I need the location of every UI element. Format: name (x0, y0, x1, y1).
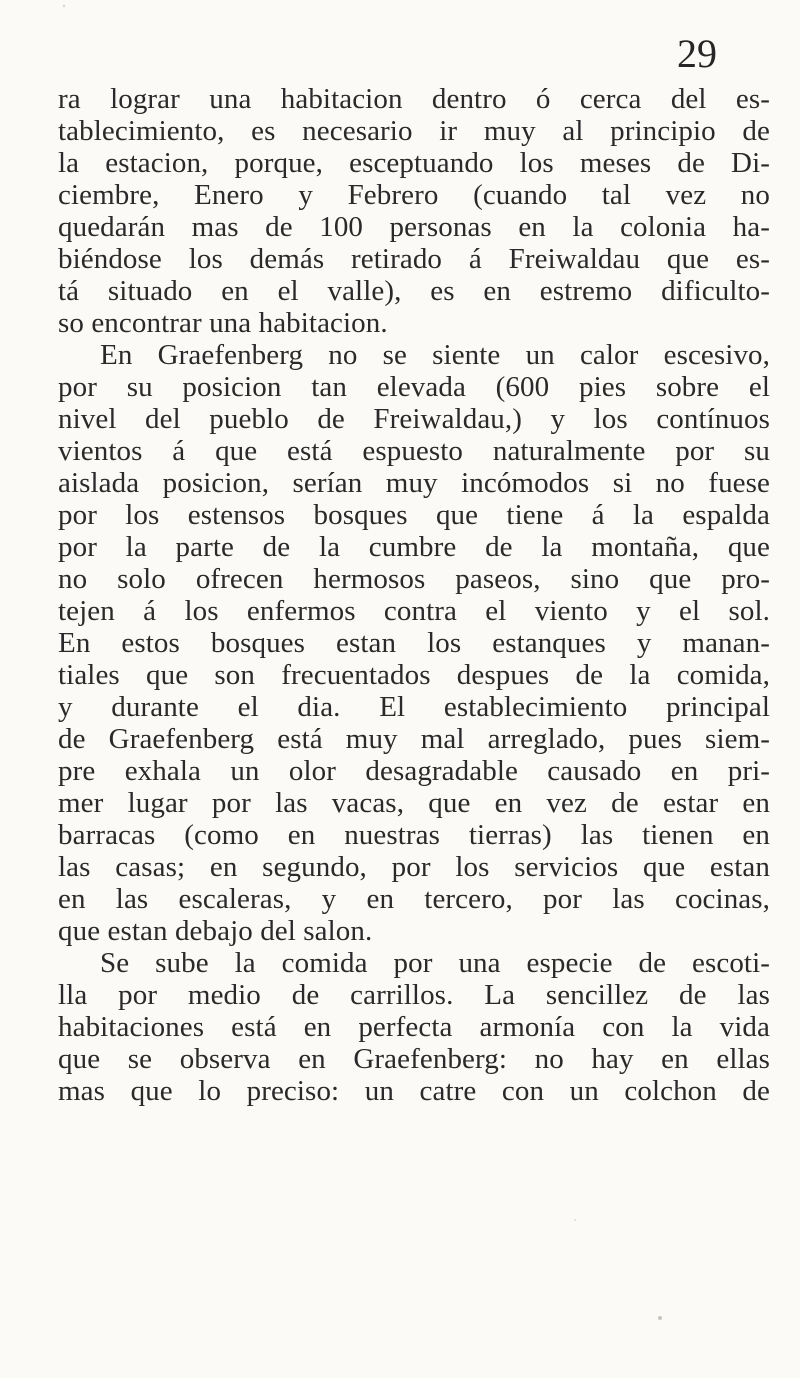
paragraph-start-line: En Graefenberg no se siente un calor escesivo, (100, 339, 770, 371)
text-line: nivel del pueblo de Freiwaldau,) y los contínuos (58, 403, 770, 435)
text-line: barracas (como en nuestras tierras) las tienen en (58, 819, 770, 851)
text-line: tiales que son frecuentados despues de la comida, (58, 659, 770, 691)
text-line: tablecimiento, es necesario ir muy al principio de (58, 115, 770, 147)
text-line: tá situado en el valle), es en estremo dificulto- (58, 275, 770, 307)
paragraph-start-line: Se sube la comida por una especie de escoti- (100, 947, 770, 979)
text-line: la estacion, porque, esceptuando los meses de Di- (58, 147, 770, 179)
text-line: en las escaleras, y en tercero, por las cocinas, (58, 883, 770, 915)
text-line: por los estensos bosques que tiene á la espalda (58, 499, 770, 531)
text-line: vientos á que está espuesto naturalmente por su (58, 435, 770, 467)
text-line: de Graefenberg está muy mal arreglado, pues siem- (58, 723, 770, 755)
body-text (58, 83, 770, 1107)
text-line: mer lugar por las vacas, que en vez de estar en (58, 787, 770, 819)
text-line: que estan debajo del salon. (58, 915, 373, 947)
text-line: quedarán mas de 100 personas en la colonia ha- (58, 211, 770, 243)
text-line: por su posicion tan elevada (600 pies sobre el (58, 371, 770, 403)
paper-speck (63, 5, 65, 7)
text-line: las casas; en segundo, por los servicios que estan (58, 851, 770, 883)
text-line: pre exhala un olor desagradable causado en pri- (58, 755, 770, 787)
text-line: no solo ofrecen hermosos paseos, sino que pro- (58, 563, 770, 595)
text-line: y durante el dia. El establecimiento principal (58, 691, 770, 723)
text-line: mas que lo preciso: un catre con un colchon de (58, 1075, 770, 1107)
text-line: ciembre, Enero y Febrero (cuando tal vez no (58, 179, 770, 211)
text-line: por la parte de la cumbre de la montaña, que (58, 531, 770, 563)
text-line: aislada posicion, serían muy incómodos si no fuese (58, 467, 770, 499)
paper-speck (574, 1219, 576, 1221)
text-line: tejen á los enfermos contra el viento y el sol. (58, 595, 770, 627)
text-line: En estos bosques estan los estanques y manan- (58, 627, 770, 659)
text-line: biéndose los demás retirado á Freiwaldau que es- (58, 243, 770, 275)
text-line: que se observa en Graefenberg: no hay en ellas (58, 1043, 770, 1075)
text-line: habitaciones está en perfecta armonía con la vida (58, 1011, 770, 1043)
page-number: 29 (677, 31, 717, 76)
paper-speck (658, 1316, 662, 1320)
text-line: ra lograr una habitacion dentro ó cerca del es- (58, 83, 770, 115)
text-line: lla por medio de carrillos. La sencillez de las (58, 979, 770, 1011)
text-line: so encontrar una habitacion. (58, 307, 388, 339)
